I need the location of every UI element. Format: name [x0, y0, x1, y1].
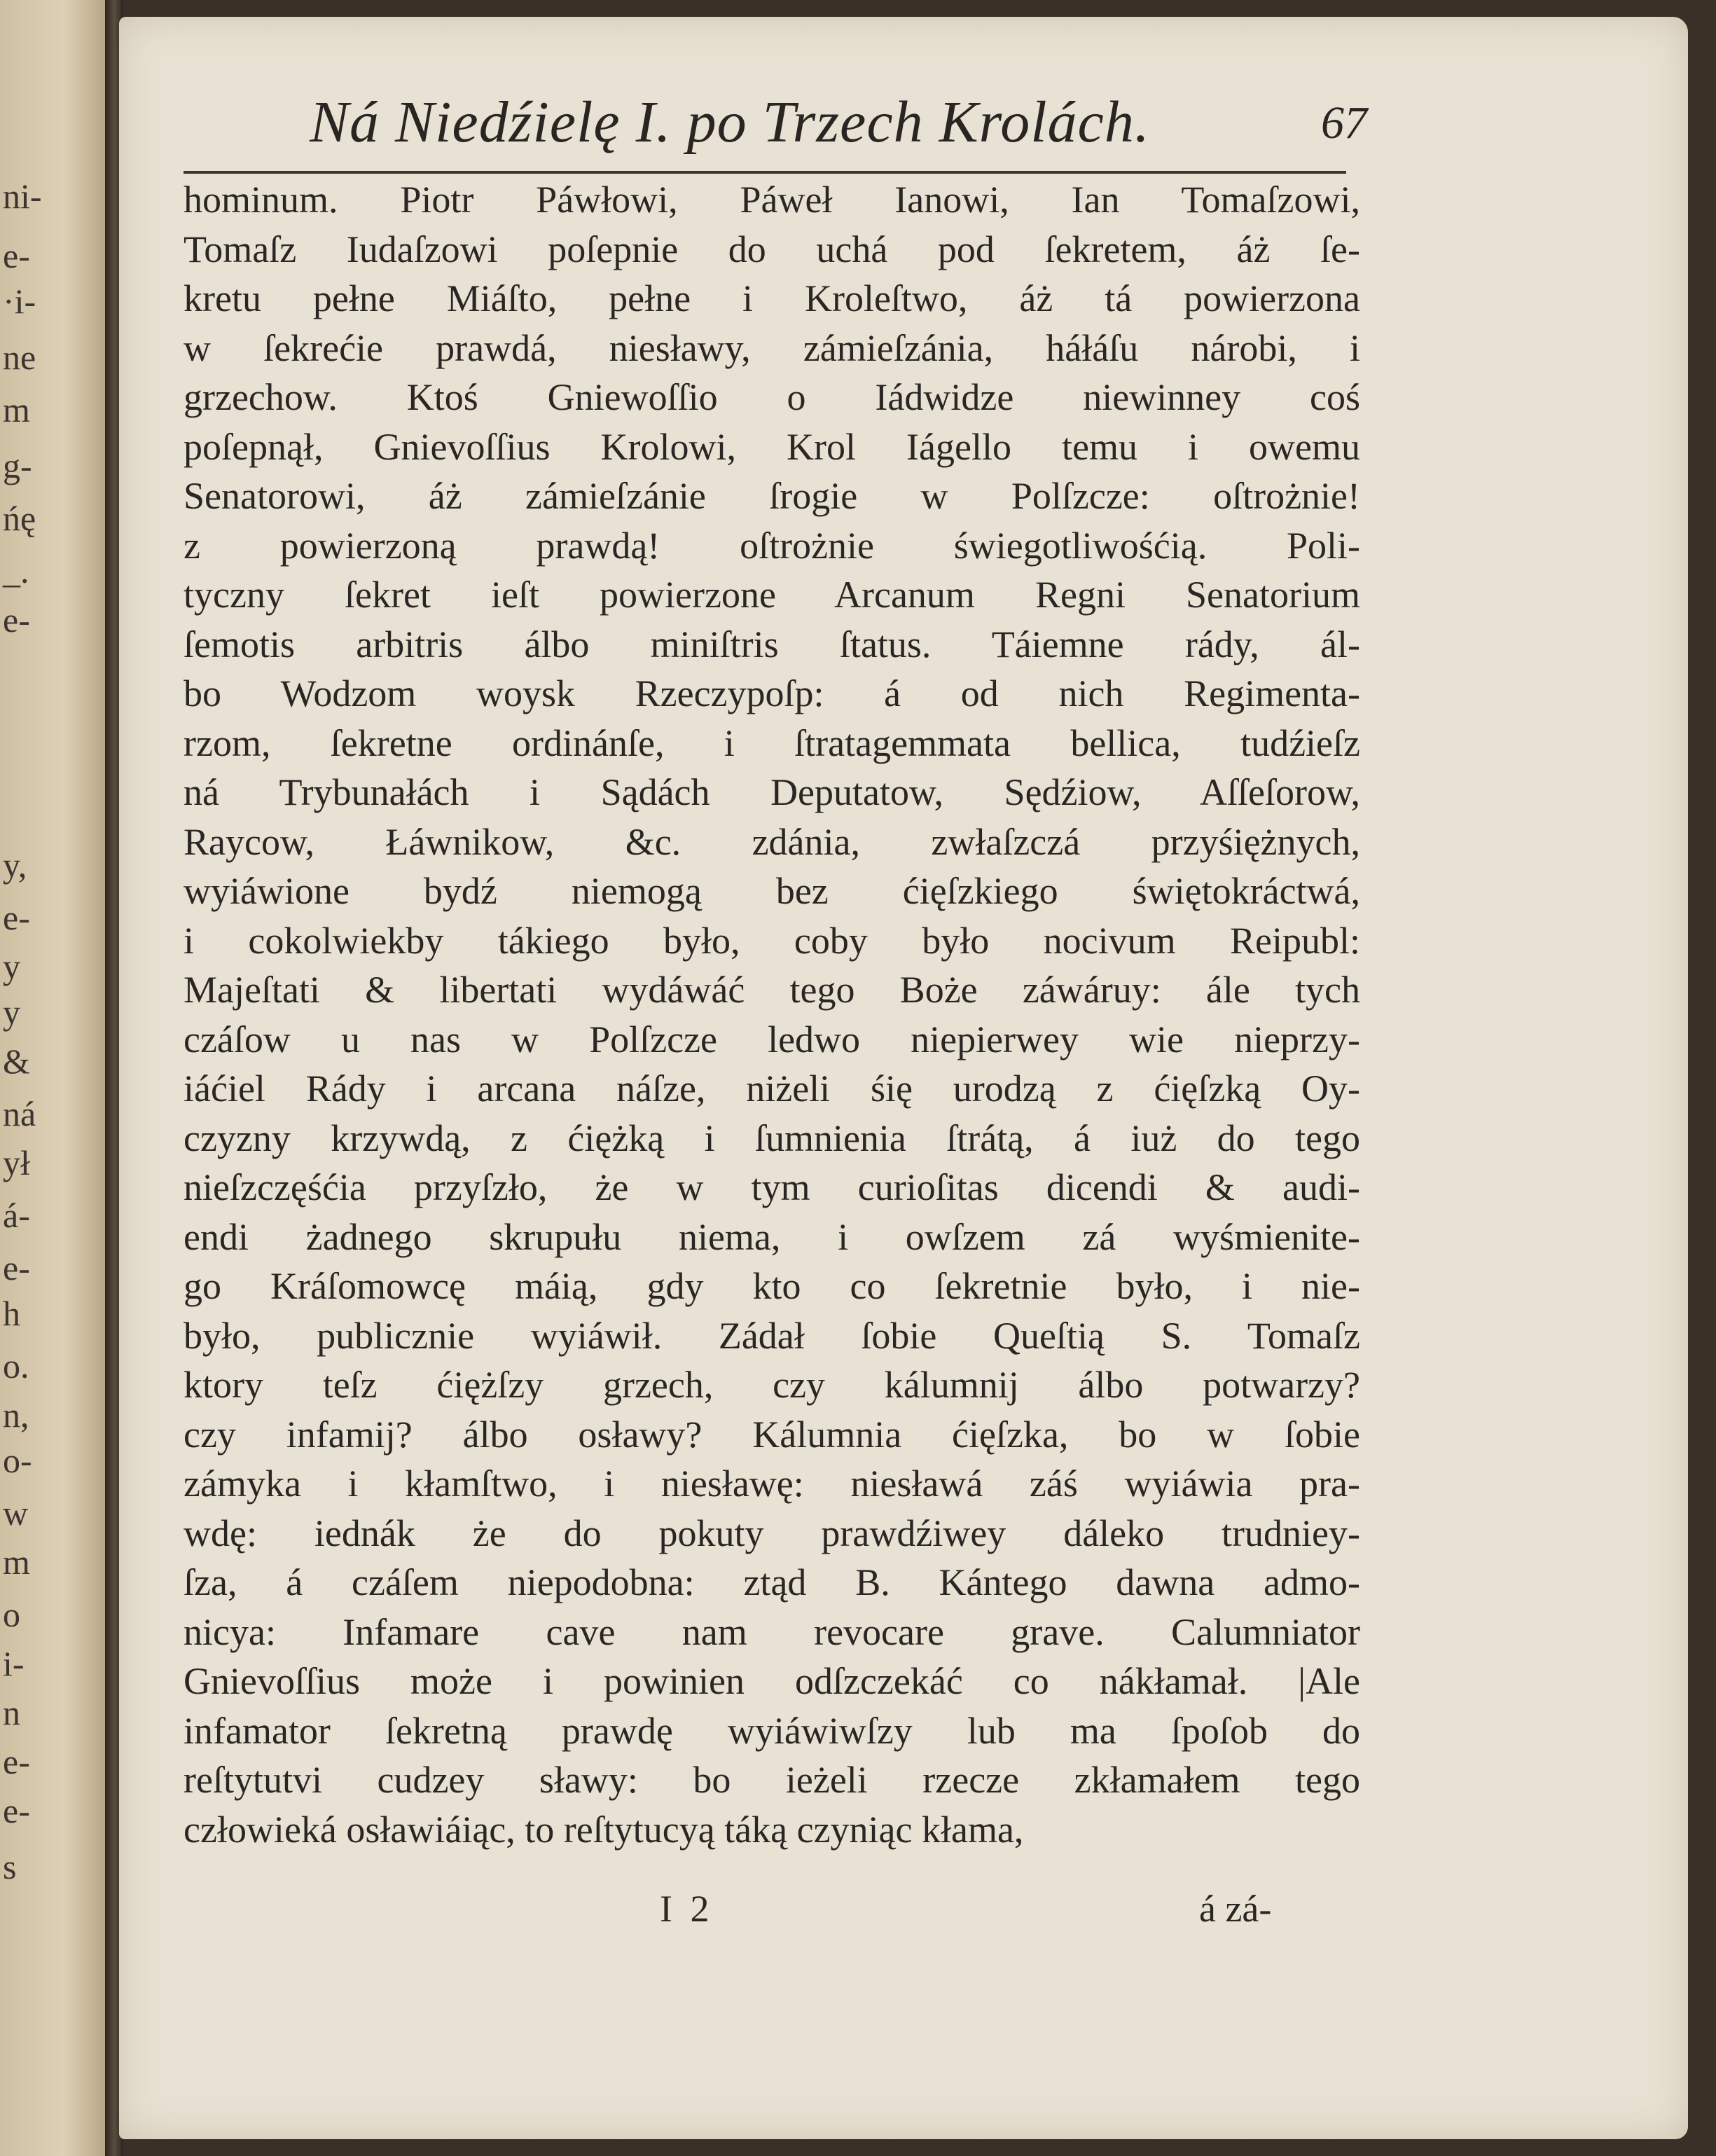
text-line: ſza, á czáſem niepodobna: ztąd B. Kántego dawna admo-: [184, 1561, 1360, 1603]
left-page-fragment: e-: [3, 1742, 30, 1781]
text-line: hominum. Piotr Páwłowi, Páweł Ianowi, Ian Tomaſzowi,: [184, 179, 1360, 221]
left-page-fragment: e-: [3, 898, 30, 937]
text-line: w ſekrećie prawdá, niesławy, zámieſzánia, háłáſu nárobi, i: [184, 326, 1360, 369]
page-header: [184, 84, 1367, 165]
text-line: tyczny ſekret ieſt powierzone Arcanum Regni Senatorium: [184, 574, 1360, 616]
text-line: endi żadnego skrupułu niema, i owſzem zá wyśmienite-: [184, 1215, 1360, 1258]
page-number: 67: [1321, 97, 1367, 148]
text-line: nieſzczęśćia przyſzło, że w tym curioſitas dicendi & audi-: [184, 1166, 1360, 1208]
text-line: bo Wodzom woysk Rzeczypoſp: á od nich Regimenta-: [184, 672, 1360, 714]
text-line: nicya: Infamare cave nam revocare grave. Calumniator: [184, 1610, 1360, 1653]
left-page-fragment: i-: [3, 1644, 25, 1683]
text-line: wdę: iednák że do pokuty prawdźiwey dáleko trudniey-: [184, 1512, 1360, 1554]
text-line: ná Trybunałách i Sądách Deputatow, Sędźiow, Aſſeſorow,: [184, 771, 1360, 813]
left-page-fragment: _.: [3, 551, 29, 590]
left-page-fragment: y,: [3, 845, 27, 885]
left-page-fragment: m: [3, 390, 30, 429]
left-page-fragment: ne: [3, 338, 36, 377]
left-page-fragment: ył: [3, 1143, 30, 1182]
left-page-fragment: w: [3, 1493, 29, 1533]
text-line: było, publicznie wyiáwił. Zádał ſobie Queſtią S. Tomaſz: [184, 1314, 1360, 1357]
left-page-fragment: o.: [3, 1346, 29, 1385]
text-line: czyzny krzywdą, z ćiężką i ſumnienia ſtrátą, á iuż do tego: [184, 1117, 1360, 1159]
page-footer: [184, 1884, 1360, 1940]
left-page-fragment: o: [3, 1595, 20, 1634]
left-page-fragment: e-: [3, 236, 30, 275]
text-line: reſtytutvi cudzey sławy: bo ieżeli rzecze zkłamałem tego: [184, 1759, 1360, 1801]
left-page-fragment: ná: [3, 1094, 36, 1133]
text-line: z powierzoną prawdą! oſtrożnie świegotliwośćią. Poli-: [184, 524, 1360, 567]
left-page-fragment: n: [3, 1693, 20, 1732]
text-line: ktory teſz ćiężſzy grzech, czy kálumnij álbo potwarzy?: [184, 1364, 1360, 1406]
left-page-edge: [0, 0, 105, 2156]
text-line: infamator ſekretną prawdę wyiáwiwſzy lub ma ſpoſob do: [184, 1709, 1360, 1752]
left-page-fragment: m: [3, 1542, 30, 1582]
left-page-fragment: h: [3, 1294, 20, 1333]
text-line: Majeſtati & libertati wydáwáć tego Boże záwáruy: ále tych: [184, 969, 1360, 1011]
text-line: Senatorowi, áż zámieſzánie ſrogie w Polſzcze: oſtrożnie!: [184, 475, 1360, 517]
left-page-fragment: e-: [3, 600, 30, 640]
left-page-fragment: o-: [3, 1441, 32, 1480]
running-title: Ná Niedźielę I. po Trzech Krolách.: [310, 90, 1150, 155]
catchword: á zá-: [1199, 1888, 1272, 1930]
text-line: poſepnął, Gnievoſſius Krolowi, Krol Iágello temu i owemu: [184, 425, 1360, 468]
text-line: zámyka i kłamſtwo, i niesławę: niesławá záś wyiáwia pra-: [184, 1463, 1360, 1505]
left-page-fragment: y: [3, 993, 20, 1032]
text-line: czy infamij? álbo osławy? Kálumnia ćięſzka, bo w ſobie: [184, 1413, 1360, 1456]
left-page-fragment: &: [3, 1042, 30, 1081]
body-text: [184, 175, 1360, 1854]
left-page-fragment: ni-: [3, 177, 42, 216]
text-line: czáſow u nas w Polſzcze ledwo niepierwey wie nieprzy-: [184, 1018, 1360, 1060]
left-page-fragment: ·i-: [3, 282, 36, 321]
left-page-fragment: e-: [3, 1248, 30, 1287]
text-line: wyiáwione bydź niemogą bez ćięſzkiego świętokráctwá,: [184, 870, 1360, 912]
text-line: iáćiel Rády i arcana náſze, niżeli śię urodzą z ćięſzką Oy-: [184, 1067, 1360, 1110]
text-line: grzechow. Ktoś Gniewoſſio o Iádwidze niewinney coś: [184, 376, 1360, 418]
left-page-fragment: ńę: [3, 499, 36, 538]
text-line: człowieká osławiáiąc, to reſtytucyą táką czyniąc kłama,: [184, 1808, 1024, 1851]
left-page-fragment: á-: [3, 1196, 30, 1235]
text-line: Tomaſz Iudaſzowi poſepnie do uchá pod ſekretem, áż ſe-: [184, 228, 1360, 270]
signature-mark: I 2: [660, 1888, 714, 1930]
left-page-fragment: g-: [3, 446, 32, 485]
text-line: i cokolwiekby tákiego było, coby było nocivum Reipubl:: [184, 919, 1360, 962]
left-page-fragment: s: [3, 1847, 17, 1886]
text-line: Gnievoſſius może i powinien odſzczekáć co nákłamał. |Ale: [184, 1660, 1360, 1702]
left-page-fragment: y: [3, 947, 20, 986]
text-line: Raycow, Łáwnikow, &c. zdánia, zwłaſzczá przyśiężnych,: [184, 820, 1360, 863]
left-page-fragment: e-: [3, 1791, 30, 1830]
left-page-fragment: n,: [3, 1395, 29, 1435]
text-line: ſemotis arbitris álbo miniſtris ſtatus. Táiemne rády, ál-: [184, 623, 1360, 665]
text-line: rzom, ſekretne ordinánſe, i ſtratagemmata bellica, tudźieſz: [184, 721, 1360, 764]
text-line: go Kráſomowcę máią, gdy kto co ſekretnie było, i nie-: [184, 1265, 1360, 1307]
header-rule: [184, 171, 1346, 174]
text-line: kretu pełne Miáſto, pełne i Kroleſtwo, áż tá powierzona: [184, 277, 1360, 319]
